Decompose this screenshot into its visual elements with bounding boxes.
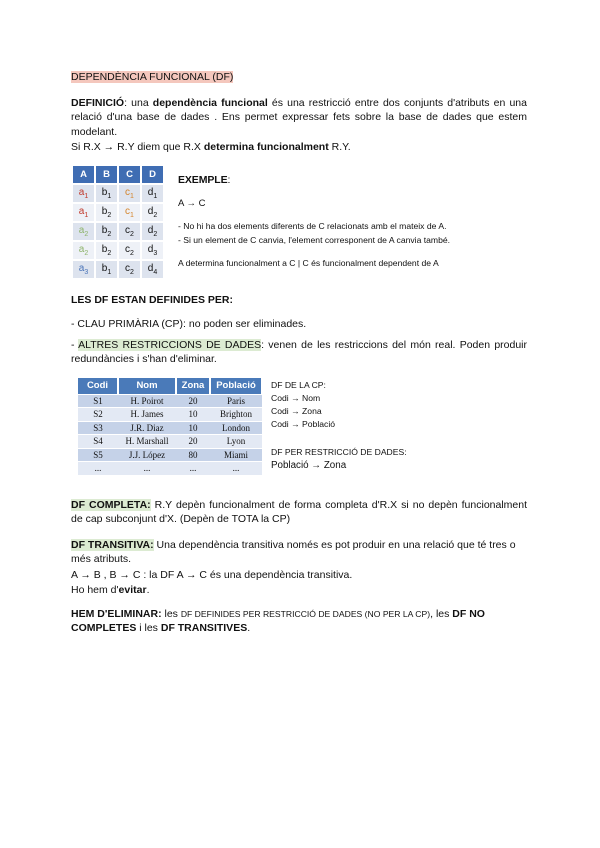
transitive-df-paragraph — [71, 538, 527, 567]
table-header-cell: A — [73, 166, 94, 183]
example-dependency: A → C — [178, 198, 206, 209]
cell-subscript: 1 — [130, 192, 134, 200]
df-restriction-title: DF PER RESTRICCIÓ DE DADES: — [271, 447, 407, 457]
table-cell — [73, 185, 94, 202]
cell-value: d — [147, 262, 154, 274]
must-eliminate-t2: , les — [430, 608, 453, 620]
table-cell: ... — [78, 462, 118, 476]
table-row — [78, 435, 262, 449]
definition-line2-bold: determina funcionalment — [203, 141, 329, 153]
table-cell — [96, 204, 117, 221]
table-row — [73, 204, 163, 221]
page-title — [71, 70, 233, 84]
definition-line2-a: Si R.X → R.Y diem que R.X — [71, 141, 204, 153]
table-cell: S5 — [78, 448, 118, 462]
cell-subscript: 2 — [153, 211, 158, 219]
df-defined-heading-text: LES DF ESTAN DEFINIDES PER: — [71, 294, 233, 306]
must-eliminate-bold-1: DF NO COMPLETES — [71, 608, 485, 635]
table-cell — [119, 261, 140, 278]
table-cell — [73, 242, 94, 259]
cell-subscript: 2 — [84, 230, 89, 238]
table-cell: S4 — [78, 435, 118, 449]
cell-value: c — [125, 186, 131, 198]
table-cell: 20 — [176, 435, 210, 449]
must-eliminate-small: DF DEFINIDES PER RESTRICCIÓ DE DADES (NO PER LA CP) — [180, 609, 431, 619]
avoid-text-a: Ho hem d' — [71, 584, 119, 596]
definition-bold: dependència funcional — [152, 97, 268, 109]
table-cell — [73, 204, 94, 221]
cell-value: d — [147, 186, 154, 198]
cell-value: a — [78, 243, 85, 255]
cell-subscript: 4 — [153, 268, 158, 276]
table-cell — [142, 204, 163, 221]
table-cell — [96, 185, 117, 202]
complete-df-paragraph — [71, 498, 527, 527]
definition-text-1: : una — [124, 97, 153, 109]
table-cell — [73, 223, 94, 240]
example-colon: : — [227, 174, 231, 186]
table-cell: 10 — [176, 408, 210, 422]
cell-value: c — [125, 205, 131, 217]
table-cell — [119, 242, 140, 259]
must-eliminate-t3: i les — [136, 622, 161, 635]
example-note-3: A determina funcionalment a C | C és funcionalment dependent de A — [178, 258, 439, 268]
transitive-example: A → B , B → C : la DF A → C és una dependència transitiva. — [71, 569, 353, 581]
table-cell: J.R. Diaz — [118, 421, 176, 435]
definition-text-2: és una restricció entre dos conjunts d'atributs en una relació d'una base de dades . Ens permet expressar fets sobre la base de dades que estem modelant. — [71, 97, 527, 138]
cell-subscript: 1 — [107, 192, 112, 200]
df-defined-heading — [71, 293, 233, 307]
table-cell — [119, 223, 140, 240]
df-cp-block — [271, 379, 335, 431]
transitive-avoid-line — [71, 583, 149, 597]
cell-value: a — [78, 205, 85, 217]
cell-subscript: 1 — [153, 192, 158, 200]
definition-line2-b: R.Y. — [328, 141, 351, 153]
table-cell: ... — [176, 462, 210, 476]
definition-paragraph — [71, 96, 527, 139]
df-restriction-block — [271, 446, 407, 474]
cell-value: c — [125, 224, 131, 236]
df-restriction-item: Població → Zona — [271, 459, 347, 471]
table-cell: 20 — [176, 394, 210, 408]
table-cell: London — [210, 421, 262, 435]
table-header-cell: B — [96, 166, 117, 183]
table-row — [78, 462, 262, 476]
df-cp-item: Codi → Nom — [271, 392, 321, 403]
table-row — [73, 261, 163, 278]
cell-value: b — [101, 262, 108, 274]
table-cell — [96, 223, 117, 240]
must-eliminate-bold-2: DF TRANSITIVES — [160, 622, 248, 635]
table-header-cell: Nom — [118, 378, 176, 394]
complete-df-text: R.Y depèn funcionalment de forma completa d'R.X si no depèn funcionalment de cap subconjunt d'X. (Depèn de TOTA la CP) — [71, 499, 528, 526]
other-restrictions-paragraph — [71, 338, 527, 367]
table-cell — [142, 223, 163, 240]
table-row — [73, 223, 163, 240]
table-header-cell: D — [142, 166, 163, 183]
primary-key-line: - CLAU PRIMÀRIA (CP): no poden ser eliminades. — [71, 318, 307, 330]
table-header-row — [73, 166, 163, 183]
table-row — [78, 448, 262, 462]
cell-subscript: 3 — [153, 249, 158, 257]
definition-label: DEFINICIÓ — [71, 97, 125, 109]
df-cp-title: DF DE LA CP: — [271, 380, 326, 390]
table-cell: Brighton — [210, 408, 262, 422]
table-header-cell: C — [119, 166, 140, 183]
example-note-2: - Si un element de C canvia, l'element corresponent de A canvia també. — [178, 235, 451, 245]
cell-value: d — [147, 243, 154, 255]
table-cell — [142, 242, 163, 259]
definition-line-2 — [71, 140, 351, 154]
table-cell: S1 — [78, 394, 118, 408]
avoid-text-b: . — [146, 584, 150, 596]
suppliers-table — [78, 378, 263, 476]
cell-value: b — [101, 186, 108, 198]
table-row — [73, 242, 163, 259]
cell-subscript: 1 — [84, 192, 89, 200]
table-cell: H. James — [118, 408, 176, 422]
cell-value: c — [125, 262, 131, 274]
table-cell — [119, 185, 140, 202]
table-cell — [119, 204, 140, 221]
cell-subscript: 2 — [107, 211, 112, 219]
cell-subscript: 1 — [84, 211, 89, 219]
abcd-table-wrapper — [71, 164, 165, 280]
cell-value: b — [101, 205, 108, 217]
complete-df-label: DF COMPLETA: — [71, 499, 151, 511]
table-cell — [73, 261, 94, 278]
cell-subscript: 2 — [130, 230, 134, 238]
table-cell: H. Marshall — [118, 435, 176, 449]
table-cell: Miami — [210, 448, 262, 462]
example-note-1: - No hi ha dos elements diferents de C relacionats amb el mateix de A. — [178, 221, 447, 231]
table-header-row — [78, 378, 262, 394]
cell-value: a — [78, 262, 85, 274]
cell-value: b — [101, 224, 108, 236]
table-cell: 80 — [176, 448, 210, 462]
table-cell: Lyon — [210, 435, 262, 449]
table-cell: J.J. López — [118, 448, 176, 462]
table-cell — [142, 261, 163, 278]
must-eliminate-label: HEM D'ELIMINAR: — [71, 608, 162, 620]
table-header-cell: Codi — [78, 378, 118, 394]
cell-subscript: 2 — [130, 268, 134, 276]
cell-subscript: 2 — [153, 230, 158, 238]
cell-subscript: 3 — [84, 268, 89, 276]
example-heading — [178, 173, 230, 187]
table-cell — [96, 242, 117, 259]
table-cell: H. Poirot — [118, 394, 176, 408]
other-restrictions-highlight: ALTRES RESTRICCIONS DE DADES — [78, 339, 262, 351]
cell-value: c — [125, 243, 131, 255]
cell-value: b — [101, 243, 108, 255]
transitive-df-label: DF TRANSITIVA: — [71, 539, 154, 551]
table-header-cell: Població — [210, 378, 262, 394]
table-cell: S3 — [78, 421, 118, 435]
table-cell: 10 — [176, 421, 210, 435]
table-cell: Paris — [210, 394, 262, 408]
cell-value: a — [78, 186, 85, 198]
cell-value: a — [78, 224, 85, 236]
example-label: EXEMPLE — [178, 174, 228, 186]
suppliers-table-wrapper — [78, 378, 263, 476]
table-cell: S2 — [78, 408, 118, 422]
avoid-bold: evitar — [118, 584, 147, 596]
table-cell — [96, 261, 117, 278]
table-cell: ... — [210, 462, 262, 476]
table-header-cell: Zona — [176, 378, 210, 394]
cell-subscript: 2 — [84, 249, 89, 257]
must-eliminate-t4: . — [247, 622, 251, 635]
table-cell — [142, 185, 163, 202]
table-row — [73, 185, 163, 202]
cell-subscript: 1 — [107, 268, 112, 276]
transitive-df-text: Una dependència transitiva només es pot produir en una relació que té tres o més atributs. — [71, 539, 516, 566]
must-eliminate-paragraph — [71, 607, 531, 636]
table-row — [78, 408, 262, 422]
table-row — [78, 394, 262, 408]
cell-subscript: 2 — [107, 249, 112, 257]
df-cp-item: Codi → Zona — [271, 405, 322, 416]
other-restrictions-text: : venen de les restriccions del món real. Poden produir redundàncies i s'han d'eliminar. — [71, 339, 528, 366]
table-cell: ... — [118, 462, 176, 476]
other-restrictions-dash: - — [71, 339, 79, 351]
cell-value: d — [147, 205, 154, 217]
df-cp-item: Codi → Població — [271, 418, 336, 429]
cell-subscript: 2 — [107, 230, 112, 238]
must-eliminate-t1: les — [161, 608, 181, 620]
cell-subscript: 1 — [130, 211, 134, 219]
cell-value: d — [147, 224, 154, 236]
cell-subscript: 2 — [130, 249, 134, 257]
table-row — [78, 421, 262, 435]
title-text: DEPENDÈNCIA FUNCIONAL (DF) — [71, 71, 234, 83]
abcd-table — [71, 164, 165, 280]
